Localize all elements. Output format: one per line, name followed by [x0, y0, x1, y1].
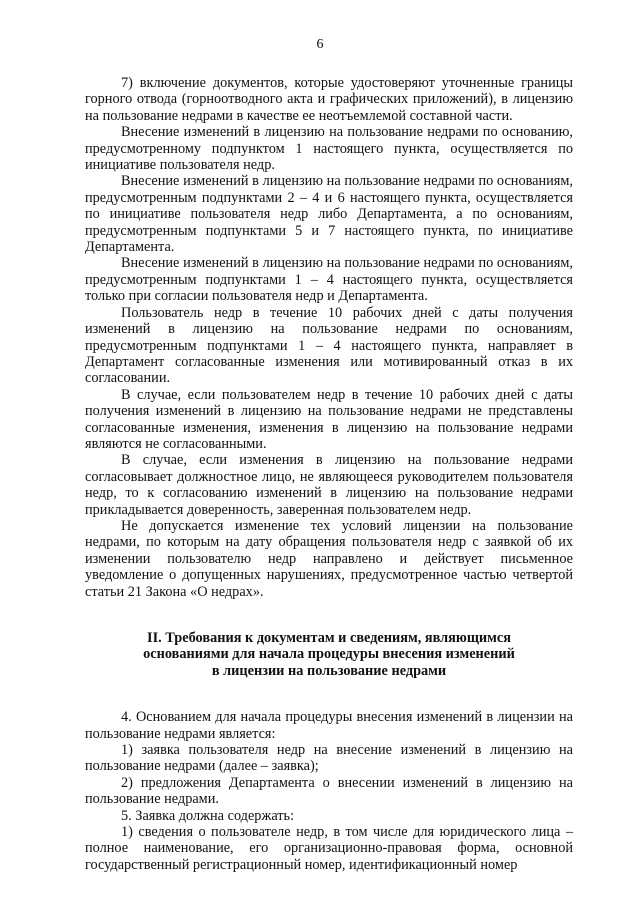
- paragraph: 5. Заявка должна содержать:: [121, 807, 295, 824]
- paragraph: Пользователь недр в течение 10 рабочих дней с даты получения изменений в лицензию на пользование недрами по основаниям, предусмотренным подпунктами 1 – 4 настоящего пункта, направляет в Департамент согласованные изменения или мотивированный отказ в их согласовании.: [85, 304, 573, 387]
- paragraph: 2) предложения Департамента о внесении изменений в лицензию на пользование недрами.: [85, 774, 573, 808]
- section-heading-line: в лицензии на пользование недрами: [211, 662, 447, 679]
- section-heading-line: II. Требования к документам и сведениям, являющимся: [147, 630, 511, 646]
- section-heading: [85, 630, 573, 679]
- paragraph: 1) заявка пользователя недр на внесение изменений в лицензию на пользование недрами (далее – заявка);: [85, 742, 573, 775]
- paragraph: Не допускается изменение тех условий лицензии на пользование недрами, по которым на дату обращения пользователя недр с заявкой об их изменении пользователю недр направлено и действует письменное уведомление о допущенных нарушениях, предусмотренное частью четвертой статьи 21 Закона «О недрах».: [85, 517, 573, 600]
- page-number: 6: [316, 37, 324, 52]
- paragraph: 4. Основанием для начала процедуры внесения изменений в лицензии на пользование недрами является:: [85, 709, 573, 742]
- paragraph: Внесение изменений в лицензию на пользование недрами по основаниям, предусмотренным подпунктами 2 – 4 и 6 настоящего пункта, осуществляется по инициативе пользователя недр либо Департамента, а по основаниям, предусмотренным подпунктами 5 и 7 настоящего пункта, по инициативе Департамента.: [85, 173, 573, 256]
- document-body: [85, 75, 573, 873]
- paragraph: В случае, если пользователем недр в течение 10 рабочих дней с даты получения изменений в лицензию на пользование недрами не представлены согласованные изменения, изменения в лицензию на пользование недрами являются не согласованными.: [85, 386, 573, 452]
- paragraph: Внесение изменений в лицензию на пользование недрами по основаниям, предусмотренным подпунктами 1 – 4 настоящего пункта, осуществляется только при согласии пользователя недр и Департамента.: [85, 255, 573, 305]
- paragraph: В случае, если изменения в лицензию на пользование недрами согласовывает должностное лицо, не являющееся руководителем пользователя недр, то к согласованию изменений в лицензию на пользование недрами прикладывается доверенность, заверенная пользователем недр.: [85, 452, 573, 518]
- paragraph: 7) включение документов, которые удостоверяют уточненные границы горного отвода (горноотводного акта и графических приложений), в лицензию на пользование недрами в качестве ее неотъемлемой составной части.: [85, 75, 573, 124]
- section-heading-line: основаниями для начала процедуры внесения изменений: [143, 646, 515, 663]
- paragraph: Внесение изменений в лицензию на пользование недрами по основанию, предусмотренному подпунктом 1 настоящего пункта, осуществляется по инициативе пользователя недр.: [85, 124, 573, 174]
- paragraph: 1) сведения о пользователе недр, в том числе для юридического лица – полное наименование, его организационно-правовая форма, основной государственный регистрационный номер, идентификационный номер: [85, 824, 573, 873]
